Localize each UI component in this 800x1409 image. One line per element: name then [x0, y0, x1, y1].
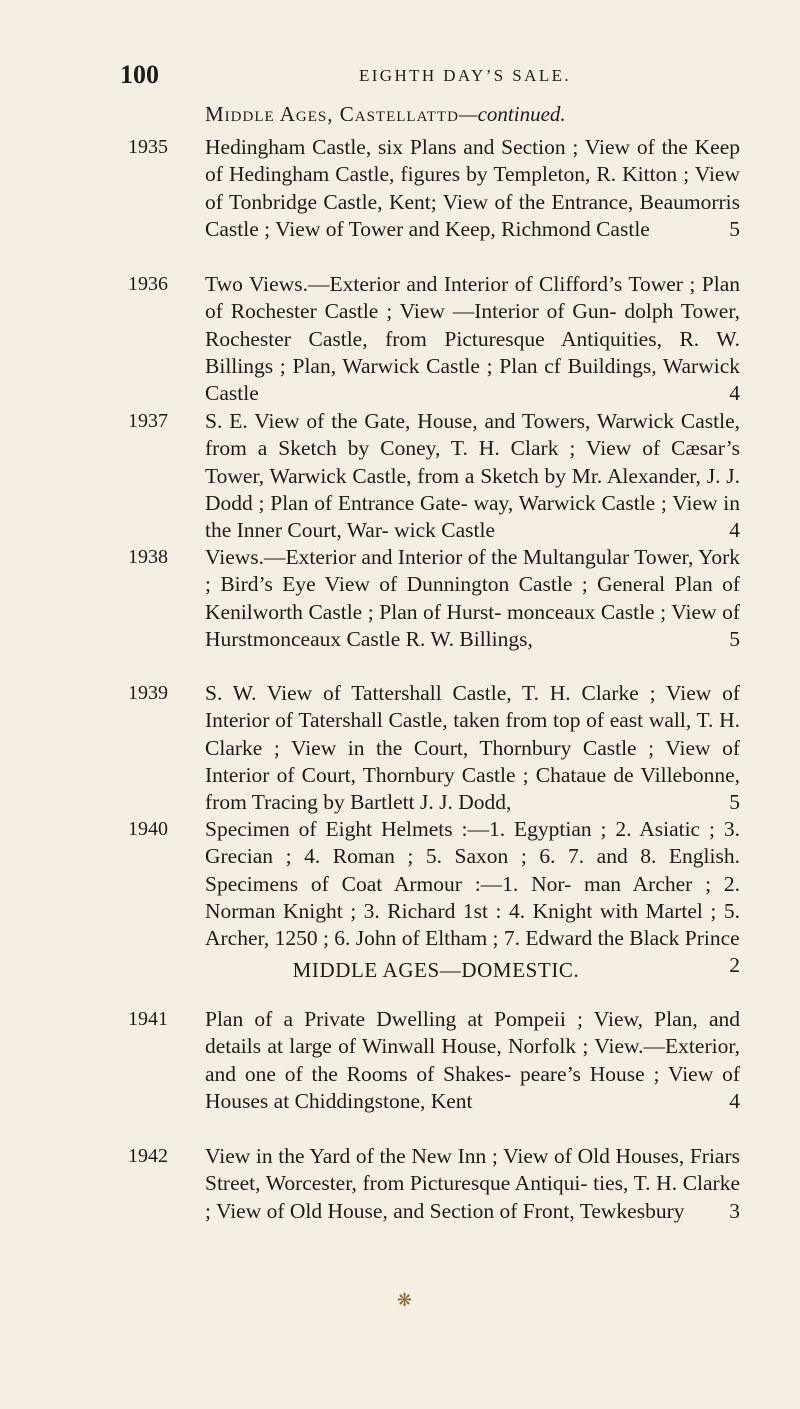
lot-number: 1935 [128, 136, 168, 158]
lot-entry [128, 816, 740, 980]
lot-number: 1938 [128, 546, 168, 568]
lot-description: S. E. View of the Gate, House, and Towers, Warwick Castle, from a Sketch by Coney, T. H. Clark ; View of Cæsar’s Tower, Warwick Castle, from a Sketch by Mr. Alexander, J. J. Dodd ; Plan of Entrance Gate- way, Warwick Castle ; View in the Inner Court, War- wick Castle [205, 409, 740, 543]
lot-number: 1940 [128, 818, 168, 840]
lot-number: 1942 [128, 1145, 168, 1167]
lot-entry [128, 134, 740, 243]
running-head: EIGHTH DAY’S SALE. [358, 66, 572, 85]
lot-description: Two Views.—Exterior and Interior of Clifford’s Tower ; Plan of Rochester Castle ; View —Interior of Gun- dolph Tower, Rochester Castle, from Picturesque Antiquities, R. W. Billings ; Plan, Warwick Castle ; Plan cf Buildings, Warwick Castle [205, 272, 740, 406]
lot-quantity: 5 [729, 626, 740, 651]
lot-quantity: 4 [729, 518, 740, 543]
lot-quantity: 2 [729, 953, 740, 978]
lot-number: 1936 [128, 273, 168, 295]
lot-description: Specimen of Eight Helmets :—1. Egyptian ; 2. Asiatic ; 3. Grecian ; 4. Roman ; 5. Saxon ; 6. 7. and 8. English. Specimens of Coat Armour :—1. Nor- man Archer ; 2. Norman Knight ; 3. Richard 1st : 4. Knight with Martel ; 5. Archer, 1250 ; 6. John of Eltham ; 7. Edward the Black Prince [205, 817, 740, 951]
lot-number: 1939 [128, 682, 168, 704]
lot-entry [128, 544, 740, 653]
lot-description: Plan of a Private Dwelling at Pompeii ; View, Plan, and details at large of Winwall House, Norfolk ; View.—Exterior, and one of the Rooms of Shakes- peare’s House ; View of Houses at Chiddingstone, Kent [205, 1007, 740, 1113]
lot-quantity: 4 [729, 381, 740, 406]
page-number: 100 [120, 60, 159, 89]
lot-number: 1941 [128, 1008, 168, 1030]
lot-description: View in the Yard of the New Inn ; View of Old Houses, Friars Street, Worcester, from Picturesque Antiqui- ties, T. H. Clarke ; View of Old House, and Section of Front, Tewkesbury [205, 1144, 740, 1223]
lot-description: Hedingham Castle, six Plans and Section ; View of the Keep of Hedingham Castle, figures by Templeton, R. Kitton ; View of Tonbridge Castle, Kent; View of the Entrance, Beaumorris Castle ; View of Tower and Keep, Richmond Castle [205, 135, 740, 241]
lot-quantity: 5 [729, 790, 740, 815]
lot-number: 1937 [128, 410, 168, 432]
decorative-mark: ❋ [397, 1290, 413, 1311]
lot-quantity: 5 [729, 216, 740, 241]
lot-entry [128, 271, 740, 407]
lot-description: Views.—Exterior and Interior of the Multangular Tower, York ; Bird’s Eye View of Dunnington Castle ; General Plan of Kenilworth Castle ; Plan of Hurst- monceaux Castle ; View of Hurstmonceaux Castle R. W. Billings, [205, 545, 740, 651]
lot-entry [128, 680, 740, 816]
section-title-castellated [205, 102, 566, 127]
section-title-text: Middle Ages, Castellattd [205, 102, 459, 126]
lot-entry [128, 1143, 740, 1225]
lot-quantity: 3 [729, 1198, 740, 1223]
section-title-domestic: MIDDLE AGES—DOMESTIC. [292, 958, 580, 982]
lot-quantity: 4 [729, 1088, 740, 1113]
section-title-continued: —continued. [458, 102, 566, 126]
lot-entry [128, 408, 740, 544]
lot-entry [128, 1006, 740, 1115]
lot-description: S. W. View of Tattershall Castle, T. H. Clarke ; View of Interior of Tatershall Castle, taken from top of east wall, T. H. Clarke ; View in the Court, Thornbury Castle ; View of Interior of Court, Thornbury Castle ; Chataue de Villebonne, from Tracing by Bartlett J. J. Dodd, [205, 681, 740, 815]
